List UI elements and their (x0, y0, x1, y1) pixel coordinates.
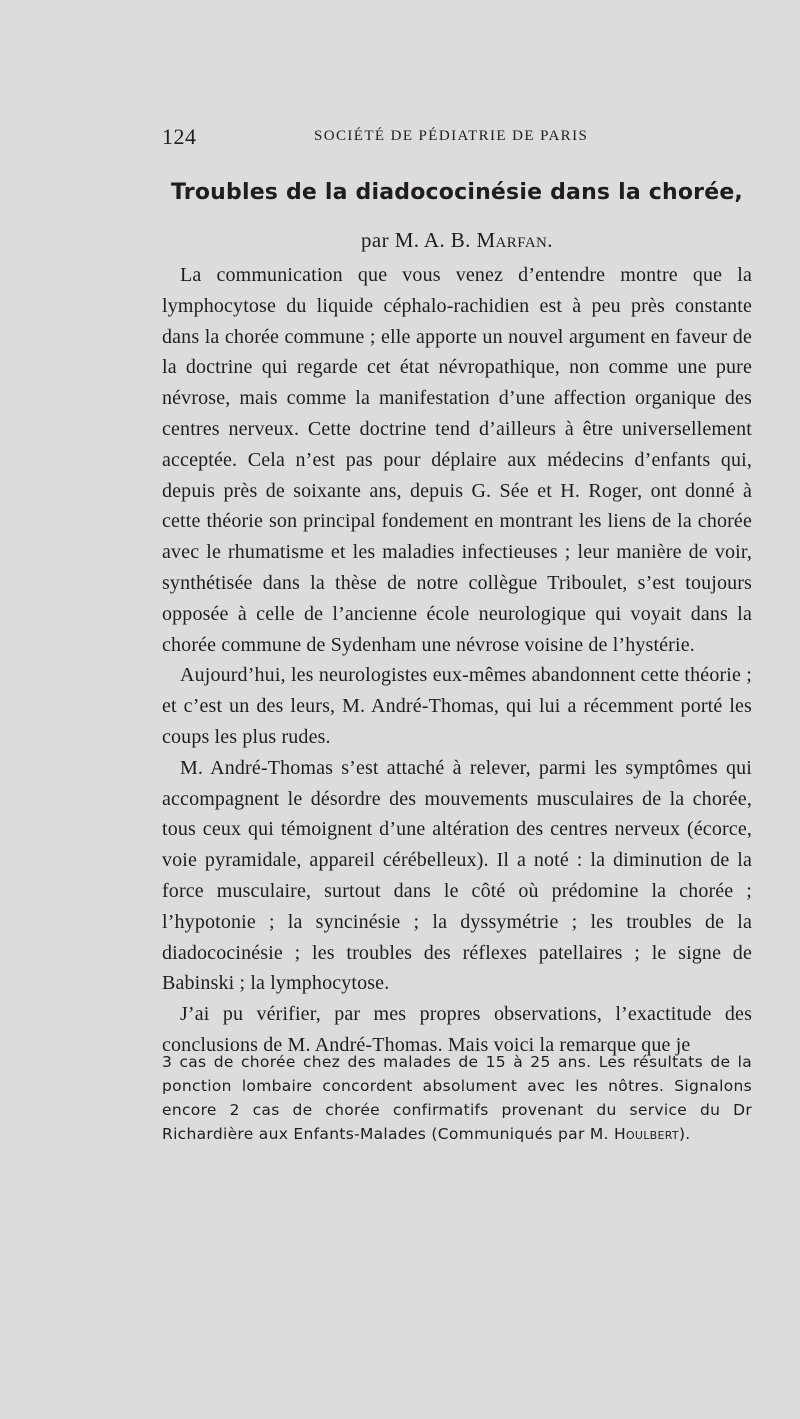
byline-author: Marfan. (476, 228, 553, 252)
article-byline (162, 228, 752, 253)
page-number: 124 (162, 124, 197, 149)
page-header (162, 124, 752, 150)
body-paragraph: J’ai pu vérifier, par mes propres observations, l’exactitude des conclusions de M. André-Thomas. Mais voici la remarque que je (162, 1003, 752, 1056)
article-body (162, 260, 752, 1061)
body-paragraph: La communication que vous venez d’entendre montre que la lymphocytose du liquide céphalo-rachidien est à peu près constante dans la chorée commune ; elle apporte un nouvel argument en faveur de la doctrine qui regarde cet état névropathique, non comme une pure névrose, mais comme la manifestation d’une affection organique des centres nerveux. Cette doctrine tend d’ailleurs à être universellement acceptée. Cela n’est pas pour déplaire aux médecins d’enfants qui, depuis près de soixante ans, depuis G. Sée et H. Roger, ont donné à cette théorie son principal fondement en montrant les liens de la chorée avec le rhumatisme et les maladies infectieuses ; leur manière de voir, synthétisée dans la thèse de notre collègue Triboulet, s’est toujours opposée à celle de l’ancienne école neurologique qui voyait dans la chorée commune de Sydenham une névrose voisine de l’hystérie. (162, 264, 752, 656)
body-paragraph: M. André-Thomas s’est attaché à relever, parmi les symptômes qui accompagnent le désordre des mouvements musculaires de la chorée, tous ceux qui témoignent d’une altération des centres nerveux (écorce, voie pyramidale, appareil cérébelleux). Il a noté : la diminution de la force musculaire, surtout dans le côté où prédomine la chorée ; l’hypotonie ; la syncinésie ; la dyssymétrie ; les troubles de la diadococinésie ; les troubles des réflexes patellaires ; le signe de Babinski ; la lymphocytose. (162, 756, 752, 995)
footnote-author: Houlbert (613, 1125, 679, 1143)
footnote-text: 3 cas de chorée chez des malades de 15 à 25 ans. Les résultats de la ponction lombaire concordent absolument avec les nôtres. Signalons encore 2 cas de chorée confirmatifs provenant du service du Dr Richardière aux Enfants-Malades (Communiqués par M. (162, 1053, 752, 1143)
footnote (162, 1050, 752, 1146)
body-paragraph: Aujourd’hui, les neurologistes eux-mêmes abandonnent cette théorie ; et c’est un des leurs, M. André-Thomas, qui lui a récemment porté les coups les plus rudes. (162, 664, 752, 748)
running-head: SOCIÉTÉ DE PÉDIATRIE DE PARIS (314, 128, 589, 144)
byline-prefix: par M. A. B. (361, 228, 477, 252)
footnote-suffix: ). (678, 1125, 691, 1143)
article-title: Troubles de la diadococinésie dans la chorée, (170, 180, 743, 205)
